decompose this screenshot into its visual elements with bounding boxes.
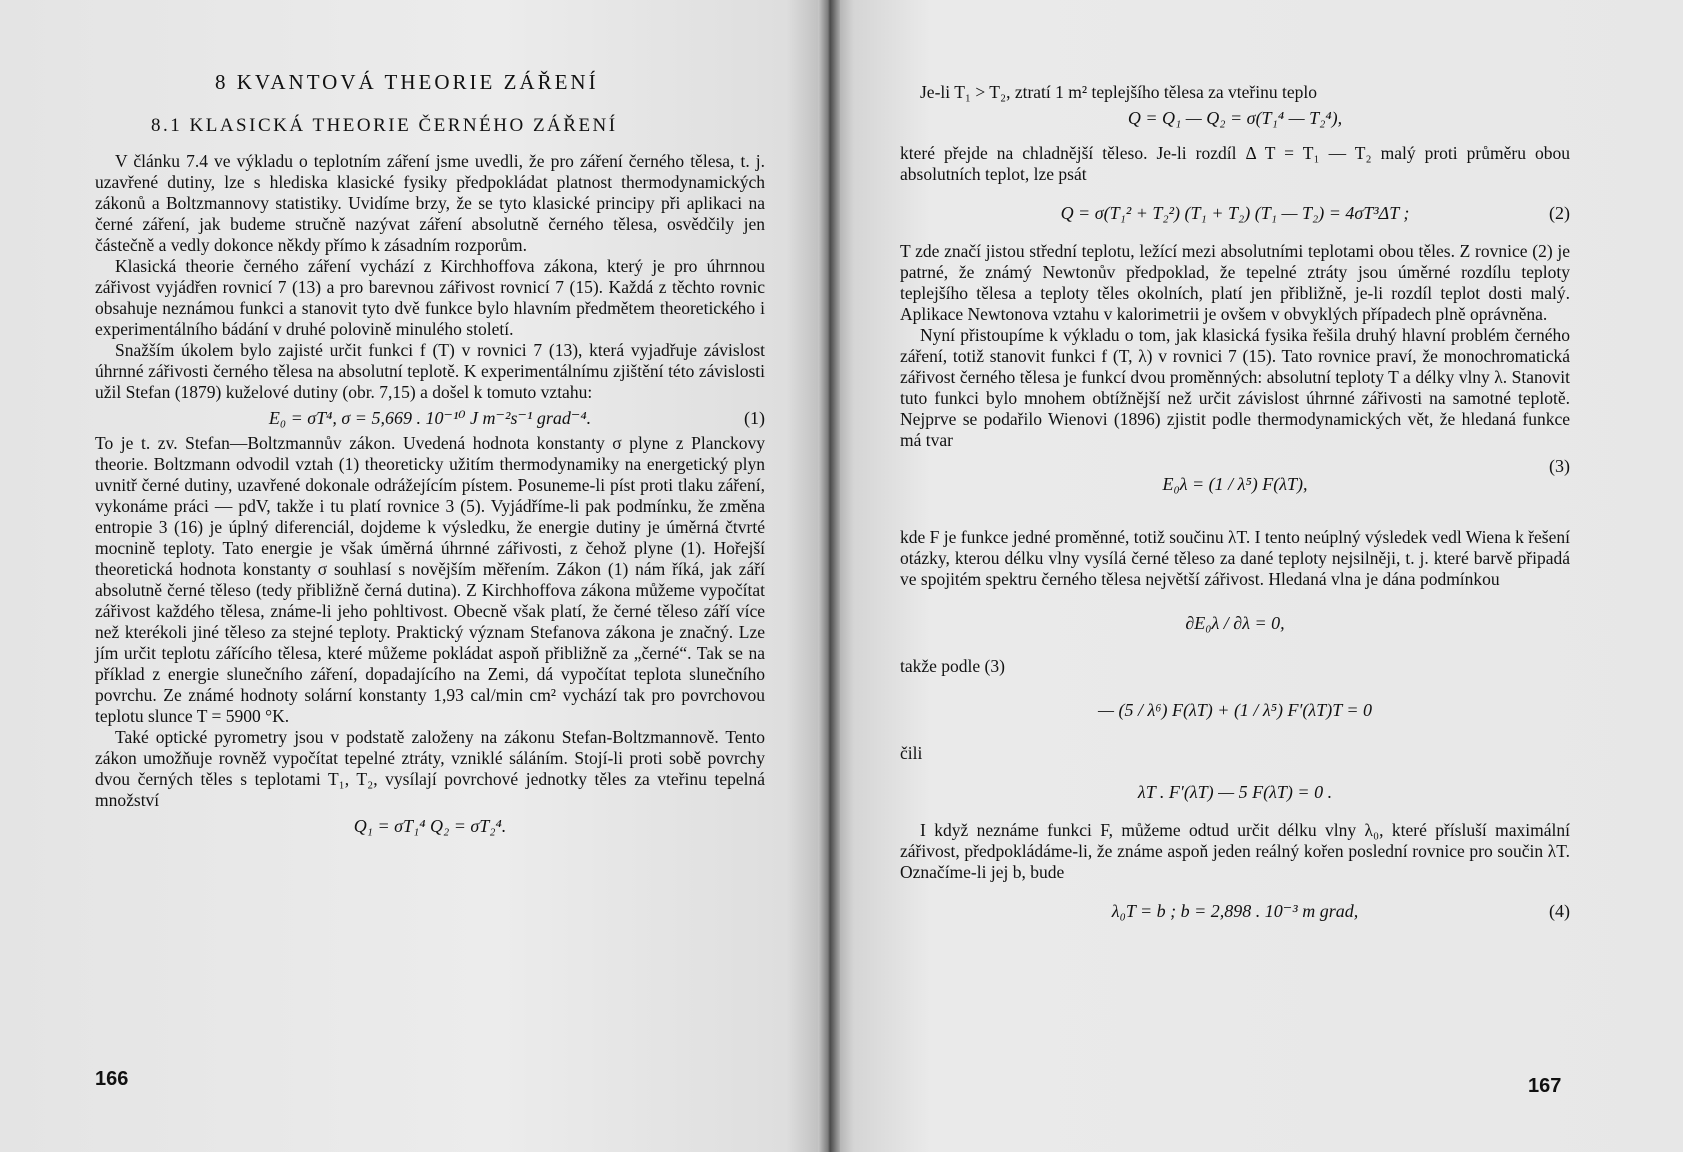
paragraph: Nyní přistoupíme k výkladu o tom, jak klasická fysika řešila druhý hlavní problém černého záření, totiž stanovit funkci f (T, λ) v rovnici 7 (15). Tato rovnice praví, že monochromatická zářivost černého tělesa je funkcí dvou proměnných: absolutní teploty T a délky vlny λ. Stanovit tuto funkci bylo mnohem obtížnější než určit závislost úhrnné zářivosti na samotné teplotě. Nejprve se podařilo Wienovi (1896) zjistit podle thermodynamických vět, že hledaná funkce má tvar: [900, 325, 1570, 450]
paragraph: které přejde na chladnější těleso. Je-li rozdíl Δ T = T₁ — T₂ malý proti průměru obou absolutních teplot, lze psát: [900, 143, 1570, 184]
equation-final: [900, 764, 1570, 820]
equation-1: [95, 403, 765, 433]
equation-number: (2): [1549, 203, 1570, 223]
page-number: 166: [95, 1068, 129, 1090]
equation-body: Q₁ = σT₁⁴ Q₂ = σT₂⁴.: [353, 816, 507, 836]
left-text-column: [95, 62, 765, 841]
page-number: 167: [1528, 1075, 1562, 1097]
text-label: čili: [900, 743, 923, 763]
equation-body: ∂E₀λ / ∂λ = 0,: [1185, 613, 1285, 633]
equation-substituted: [900, 677, 1570, 743]
equation-q-difference: [900, 103, 1570, 133]
paragraph: Klasická theorie černého záření vychází z Kirchhoffova zákona, který je pro úhrnnou zářivost vyjádřen rovnicí 7 (13) a pro barevnou zářivost rovnicí 7 (15). Každá z těchto rovnic obsahuje neznámou funkci a stanovit tyto dvě funkce bylo hlavním předmětem theoretického i experimentálního bádání v druhé polovině minulého století.: [95, 256, 765, 339]
equation-number: (4): [1549, 901, 1570, 921]
book-gutter: [818, 0, 840, 1152]
equation-2: [900, 185, 1570, 241]
paragraph: Také optické pyrometry jsou v podstatě založeny na zákonu Stefan-Boltzmannově. Tento zákon umožňuje rovněž vypočítat tepelné ztráty, vzniklé sáláním. Stojí-li proti sobě povrchy dvou černých těles s teplotami T₁, T₂, vysílají povrchové jednotky těles za vteřinu tepelná množství: [95, 727, 765, 810]
paragraph: kde F je funkce jedné proměnné, totiž součinu λT. I tento neúplný výsledek vedl Wiena k řešení otázky, kterou délku vlny vysílá černé těleso za dané teploty nejsilněji, t. j. které barvě připadá ve spojitém spektru černého tělesa největší zářivost. Hledaná vlna je dána podmínkou: [900, 527, 1570, 589]
equation-body: E₀ = σT⁴, σ = 5,669 . 10⁻¹⁰ J m⁻²s⁻¹ grad⁻⁴.: [268, 408, 592, 428]
chapter-title: 8 KVANTOVÁ THEORIE ZÁŘENÍ: [215, 70, 599, 94]
left-page: [0, 0, 828, 1152]
equation-derivative: [900, 590, 1570, 656]
paragraph: Snažším úkolem bylo zajisté určit funkci f (T) v rovnici 7 (13), která vyjadřuje závislost úhrnné zářivosti černého tělesa na absolutní teplotě. K experimentálnímu zjištění této závislosti užil Stefan (1879) kuželové dutiny (obr. 7,15) a došel k tomuto vztahu:: [95, 340, 765, 402]
equation-4: [900, 883, 1570, 939]
paragraph: T zde značí jistou střední teplotu, ležící mezi absolutními teplotami obou těles. Z rovnice (2) je patrné, že známý Newtonův předpoklad, že tepelné ztráty jsou úměrné rozdílu teploty teplejšího tělesa a teploty těles okolních, platí jen přibližně, je-li rozdíl teplot dosti malý. Aplikace Newtonova vztahu v kalorimetrii je ovšem v obvyklých případech plně oprávněna.: [900, 241, 1570, 324]
paragraph: To je t. zv. Stefan—Boltzmannův zákon. Uvedená hodnota konstanty σ plyne z Planckovy theorie. Boltzmann odvodil vztah (1) theoreticky užitím thermodynamiky na energetický plyn uvnitř černé dutiny, uzavřené dokonale odrážejícím pístem. Posuneme-li píst proti tlaku záření, vykonáme práci — pdV, takže i tu platí rovnice 3 (5). Vyjádříme-li pak podmínku, že změna entropie 3 (16) je úplný diferenciál, dojdeme k výsledku, že energie dutiny je úměrná čtvrté mocnině teploty. Tato energie je však úměrná úhrnné zářivosti, z čehož plyne (1). Hořejší theoretická hodnota konstanty σ souhlasí s novějším měřením. Zákon (1) nám říká, jak září absolutně černé těleso (tedy přibližně černá dutina). Z Kirchhoffova zákona můžeme vypočítat zářivost každého tělesa, známe-li jeho pohltivost. Obecně však platí, že černé těleso září více než kterékoli jiné těleso za stejné teploty. Praktický význam Stefanova zákona je značný. Lze jím určit teplotu zářícího tělesa, které můžeme pokládat aspoň přibližně za „černé“. Tak se na příklad z energie slunečního záření, dopadajícího na Zemi, dá vypočítat teplota slunečního povrchu. Ze známé hodnoty solární konstanty 1,93 cal/min cm² vychází tak pro povrchovou teplotu slunce T = 5900 °K.: [95, 433, 765, 726]
paragraph: I když neznáme funkci F, můžeme odtud určit délku vlny λ₀, které přísluší maximální zářivost, předpokládáme-li, že známe aspoň jeden reálný kořen poslední rovnice pro součin λT. Označíme-li jej b, bude: [900, 820, 1570, 882]
equation-body: λT . F′(λT) — 5 F(λT) = 0 .: [1137, 782, 1333, 802]
equation-body: Q = Q₁ — Q₂ = σ(T₁⁴ — T₂⁴),: [1127, 108, 1343, 128]
right-text-column: [900, 82, 1570, 939]
section-title: 8.1 KLASICKÁ THEORIE ČERNÉHO ZÁŘENÍ: [151, 115, 618, 136]
text-label: takže podle (3): [900, 656, 1005, 676]
paragraph: Je-li T₁ > T₂, ztratí 1 m² teplejšího tělesa za vteřinu teplo: [920, 82, 1317, 102]
equation-q: [95, 811, 765, 841]
equation-body: λ₀T = b ; b = 2,898 . 10⁻³ m grad,: [1111, 901, 1359, 921]
equation-body: — (5 / λ⁶) F(λT) + (1 / λ⁵) F′(λT)T = 0: [1097, 700, 1373, 720]
equation-body: E₀λ = (1 / λ⁵) F(λT),: [1162, 474, 1308, 494]
equation-number: (1): [744, 408, 765, 428]
paragraph: V článku 7.4 ve výkladu o teplotním záření jsme uvedli, že pro záření černého tělesa, t. j. uzavřené dutiny, lze s hlediska klasické fysiky předpokládat platnost thermodynamických zákonů a Boltzmannovy statistiky. Uvidíme brzy, že se tyto klasické principy při aplikaci na černé záření, jak budeme stručně nazývat záření absolutně černého tělesa, osvědčily jen částečně a vedly dokonce někdy přímo k zásadním rozporům.: [95, 151, 765, 255]
equation-body: Q = σ(T₁² + T₂²) (T₁ + T₂) (T₁ — T₂) = 4σT³ΔT ;: [1060, 203, 1410, 223]
equation-3: [900, 451, 1570, 517]
equation-number: (3): [1549, 456, 1570, 476]
right-page: [828, 0, 1683, 1152]
